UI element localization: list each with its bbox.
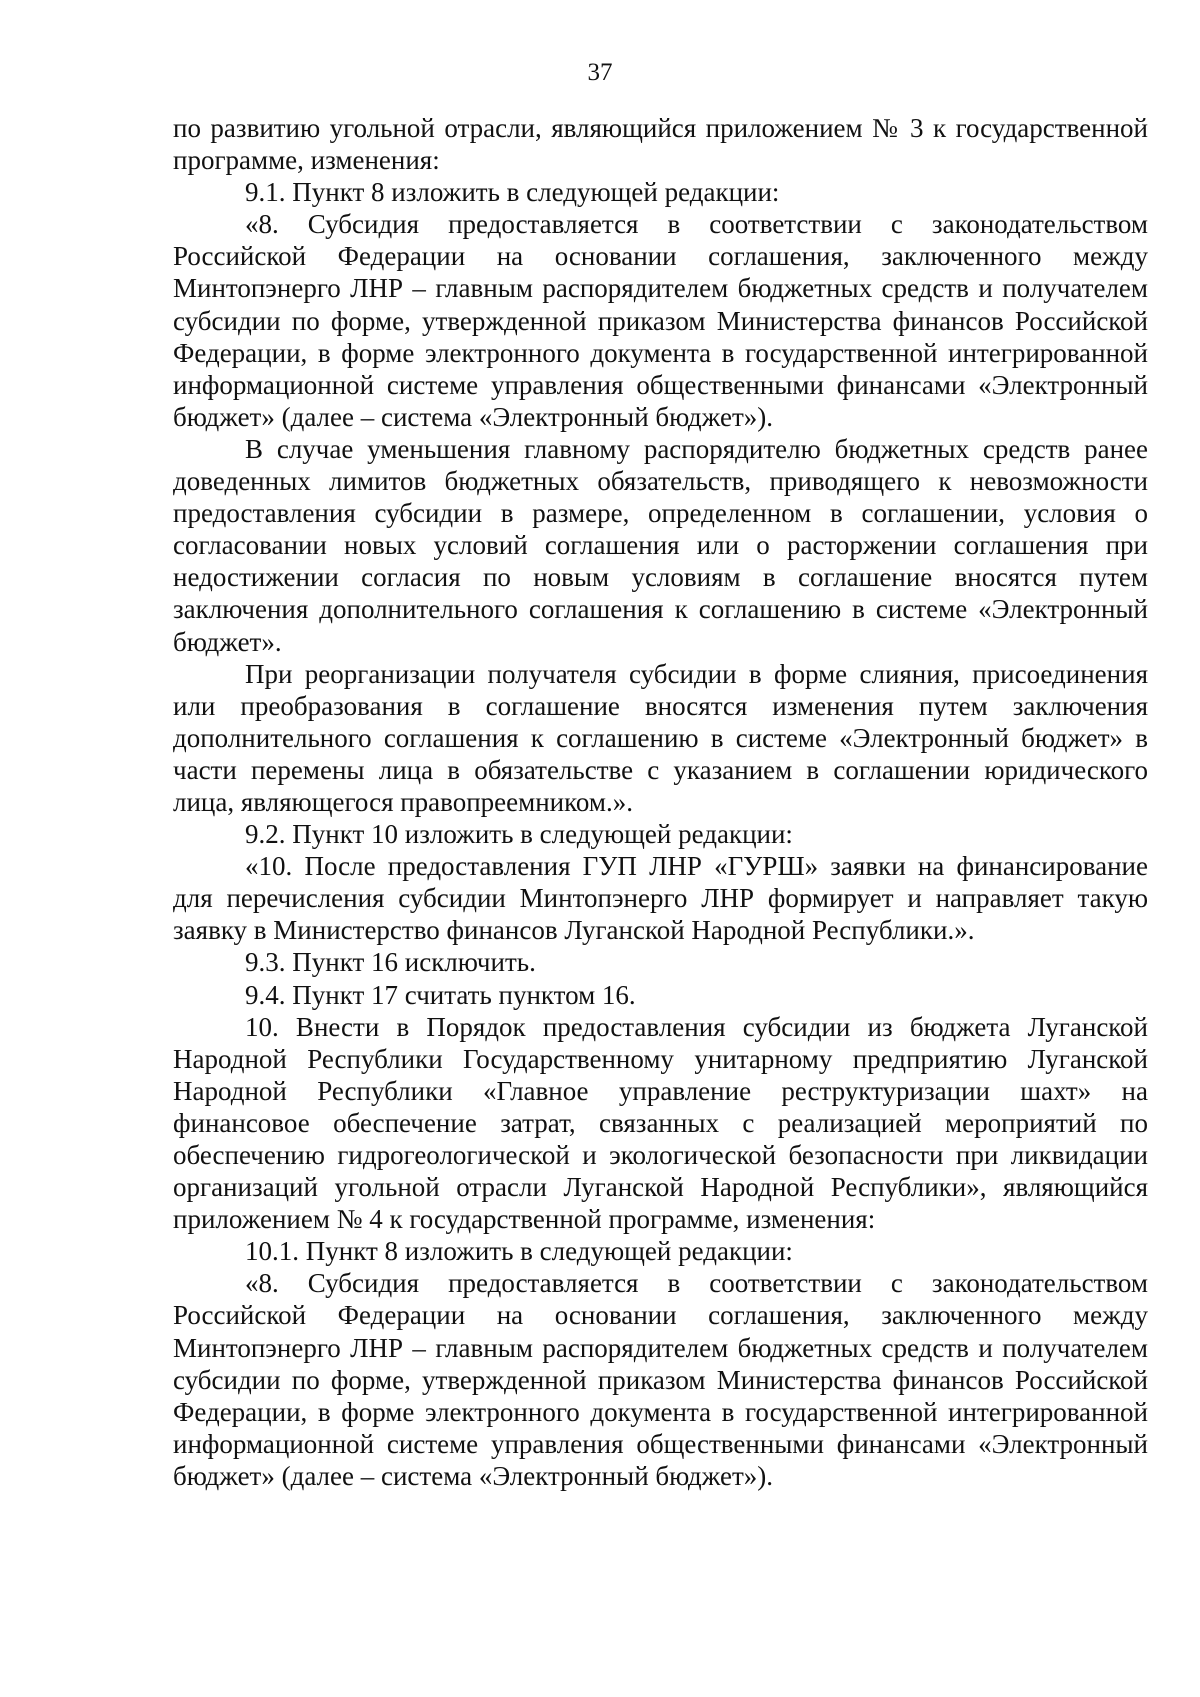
document-body bbox=[173, 112, 1148, 1492]
paragraph-clause-8-repeat: «8. Субсидия предоставляется в соответствии с законодательством Российской Федерации на основании соглашения, заключенного между Минтопэнерго ЛНР – главным распорядителем бюджетных средств и получателем субсидии по форме, утвержденной приказом Министерства финансов Российской Федерации, в форме электронного документа в государственной интегрированной информационной системе управления общественными финансами «Электронный бюджет» (далее – система «Электронный бюджет»). bbox=[173, 1268, 1148, 1491]
paragraph-item-9-3: 9.3. Пункт 16 исключить. bbox=[245, 947, 536, 978]
paragraph-item-9-4: 9.4. Пункт 17 считать пунктом 16. bbox=[245, 979, 636, 1010]
page-number: 37 bbox=[587, 59, 613, 86]
paragraph-continuation: по развитию угольной отрасли, являющийся приложением № 3 к государственной программе, изменения: bbox=[173, 113, 1148, 176]
paragraph-item-9-1: 9.1. Пункт 8 изложить в следующей редакции: bbox=[245, 177, 780, 208]
paragraph-limits-reduction: В случае уменьшения главному распорядителю бюджетных средств ранее доведенных лимитов бюджетных обязательств, приводящего к невозможности предоставления субсидии в размере, определенном в соглашении, условия о согласовании новых условий соглашения или о расторжении соглашения при недостижении согласия по новым условиям в соглашение вносятся путем заключения дополнительного соглашения к соглашению в системе «Электронный бюджет». bbox=[173, 433, 1148, 657]
paragraph-item-10: 10. Внести в Порядок предоставления субсидии из бюджета Луганской Народной Республики Государственному унитарному предприятию Луганской Народной Республики «Главное управление реструктуризации шахт» на финансовое обеспечение затрат, связанных с реализацией мероприятий по обеспечению гидрогеологической и экологической безопасности при ликвидации организаций угольной отрасли Луганской Народной Республики», являющийся приложением № 4 к государственной программе, изменения: bbox=[173, 1011, 1148, 1235]
paragraph-clause-10: «10. После предоставления ГУП ЛНР «ГУРШ» заявки на финансирование для перечисления субсидии Минтопэнерго ЛНР формирует и направляет такую заявку в Министерство финансов Луганской Народной Республики.». bbox=[173, 851, 1148, 946]
paragraph-item-10-1: 10.1. Пункт 8 изложить в следующей редакции: bbox=[245, 1236, 793, 1267]
paragraph-item-9-2: 9.2. Пункт 10 изложить в следующей редакции: bbox=[245, 819, 793, 850]
paragraph-reorganization: При реорганизации получателя субсидии в форме слияния, присоединения или преобразования в соглашение вносятся изменения путем заключения дополнительного соглашения к соглашению в системе «Электронный бюджет» в части перемены лица в обязательстве с указанием в соглашении юридического лица, являющегося правопреемником.». bbox=[173, 658, 1148, 817]
paragraph-clause-8: «8. Субсидия предоставляется в соответствии с законодательством Российской Федерации на основании соглашения, заключенного между Минтопэнерго ЛНР – главным распорядителем бюджетных средств и получателем субсидии по форме, утвержденной приказом Министерства финансов Российской Федерации, в форме электронного документа в государственной интегрированной информационной системе управления общественными финансами «Электронный бюджет» (далее – система «Электронный бюджет»). bbox=[173, 209, 1148, 432]
